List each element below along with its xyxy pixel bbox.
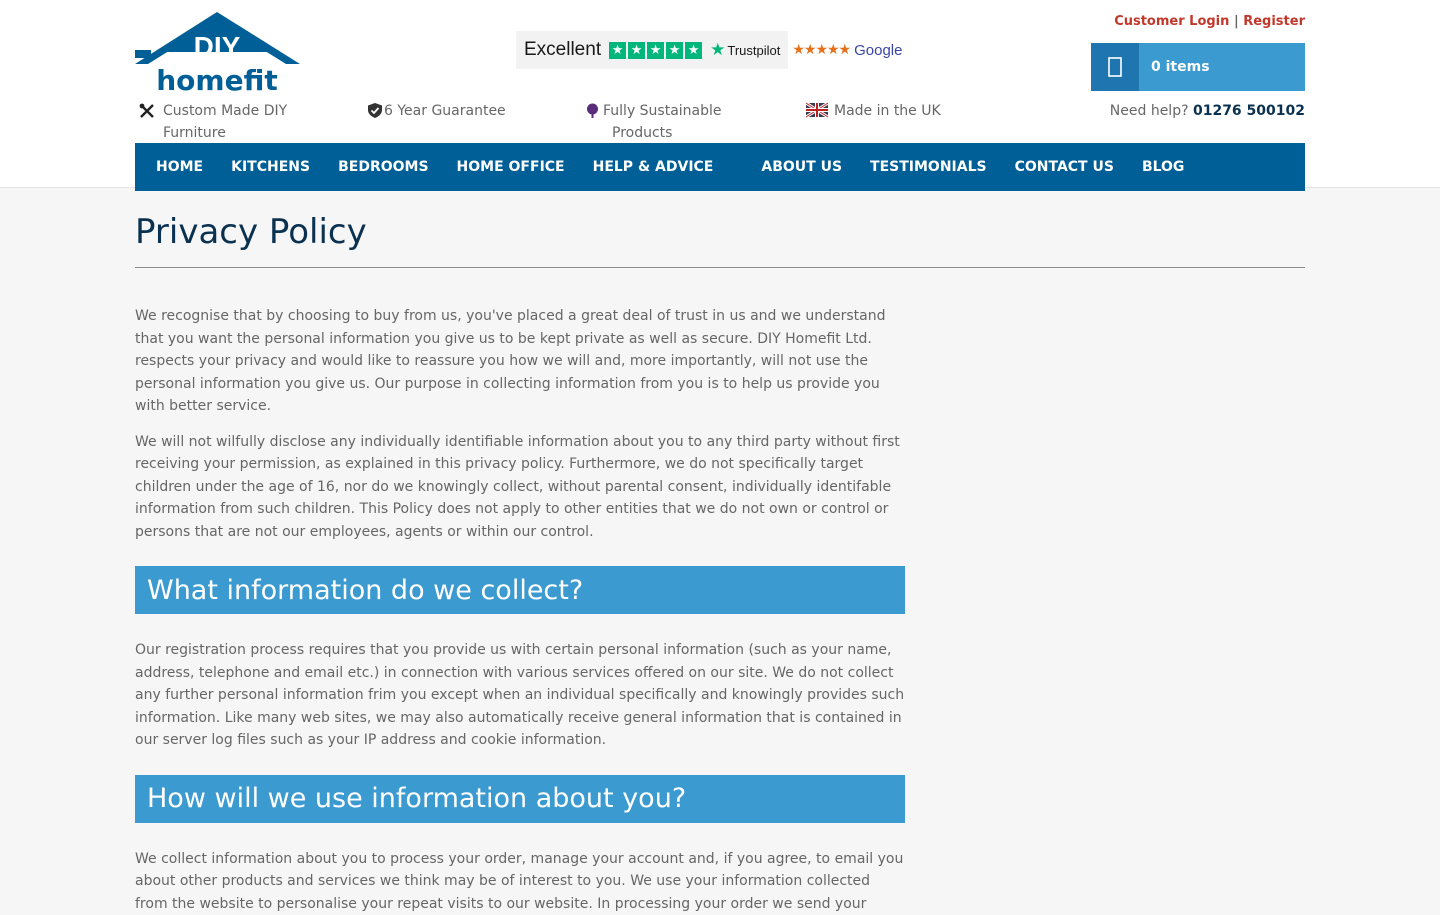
usp-sustainable: [585, 100, 722, 144]
account-links: [1114, 14, 1305, 29]
intro-paragraph: We will not wilfully disclose any individually identifiable information about you to any third party without first receiving your permission, as explained in this privacy policy. Furthermore, we do not specifically target children under the age of 16, nor do we knowingly collect, without parental consent, individually identifable information from such children. This Policy does not apply to other entities that we do not own or control or persons that are not our employees, agents or within our control.: [135, 431, 905, 544]
google-name: Google: [854, 42, 902, 59]
nav-help-advice[interactable]: HELP & ADVICE: [579, 159, 728, 175]
shield-check-icon: [367, 100, 382, 122]
star-icon: ★: [609, 42, 626, 59]
usp-line1: 6 Year Guarantee: [384, 100, 506, 122]
nav-contact-us[interactable]: CONTACT US: [1001, 159, 1128, 175]
trustpilot-name: Trustpilot: [727, 43, 780, 58]
section-paragraph: We collect information about you to process your order, manage your account and, if you agree, to email you about other products and services we think may be of interest to you. We use your information collected from the website to personalise your repeat visits to our website. In processing your order we send your: [135, 848, 905, 915]
trustpilot-score-label: Excellent: [524, 39, 601, 61]
cart-count: 0 items: [1151, 59, 1210, 75]
intro-paragraph: We recognise that by choosing to buy from us, you've placed a great deal of trust in us and we understand that you want the personal information you give us to be kept private as well as secure. DIY Homefit Ltd. respects your privacy and would like to reassure you how we will and, more importantly, will not use the personal information you give us. Our purpose in collecting information from you is to help us provide you with better service.: [135, 305, 905, 418]
nav-home-office[interactable]: HOME OFFICE: [443, 159, 579, 175]
usp-line1: Made in the UK: [834, 100, 941, 122]
usp-line1: Fully Sustainable: [603, 103, 722, 119]
section-paragraph: Our registration process requires that you provide us with certain personal information (such as your name, address, telephone and email etc.) in connection with various services offered on our site. We do not collect any further personal information frim you except when an individual specifically and knowingly provides such information. Like many web sites, we may also automatically receive general information that is contained in our server log files such as your IP address and cookie information.: [135, 639, 905, 752]
trustpilot-star-icon: ★: [710, 40, 725, 60]
usp-line1: Custom Made DIY: [163, 103, 287, 119]
nav-about-us[interactable]: ABOUT US: [747, 159, 856, 175]
star-icon: ★: [666, 42, 683, 59]
customer-login-link[interactable]: Customer Login: [1114, 14, 1229, 29]
policy-body: [135, 305, 905, 915]
page-title: Privacy Policy: [135, 210, 1305, 268]
help-phone: [1110, 100, 1305, 122]
logo-top-text: DIY: [194, 31, 241, 62]
google-stars-icon: ★★★★★: [792, 42, 850, 58]
nav-kitchens[interactable]: KITCHENS: [217, 159, 324, 175]
star-icon: ★: [685, 42, 702, 59]
nav-bedrooms[interactable]: BEDROOMS: [324, 159, 442, 175]
trustpilot-stars: [609, 42, 702, 59]
main-content: [135, 210, 1305, 915]
help-label: Need help?: [1110, 103, 1189, 119]
site-header: [0, 0, 1440, 188]
cart-icon: [1091, 43, 1139, 91]
usp-guarantee: [367, 100, 506, 122]
star-icon: ★: [628, 42, 645, 59]
tree-icon: [585, 100, 600, 144]
google-rating[interactable]: [792, 42, 902, 59]
trustpilot-widget[interactable]: [516, 31, 788, 69]
trustpilot-brand: [710, 40, 780, 60]
register-link[interactable]: Register: [1243, 14, 1305, 29]
main-nav: [135, 143, 1305, 191]
diy-homefit-logo[interactable]: [135, 12, 300, 94]
cart-button[interactable]: [1091, 43, 1305, 91]
nav-blog[interactable]: BLOG: [1128, 159, 1199, 175]
usp-line2: Furniture: [163, 125, 226, 141]
usp-line2: Products: [603, 125, 672, 141]
section-heading: What information do we collect?: [135, 566, 905, 614]
phone-number-link[interactable]: 01276 500102: [1193, 103, 1305, 119]
star-icon: ★: [647, 42, 664, 59]
section-heading: How will we use information about you?: [135, 775, 905, 823]
nav-testimonials[interactable]: TESTIMONIALS: [856, 159, 1001, 175]
account-separator: |: [1234, 14, 1239, 29]
nav-home[interactable]: HOME: [142, 159, 217, 175]
usp-custom-made: [137, 100, 287, 144]
usp-made-in-uk: [805, 100, 941, 122]
logo-bottom-text: homefit: [156, 64, 277, 97]
uk-flag-icon: [805, 100, 828, 122]
review-ratings[interactable]: [516, 31, 902, 69]
tools-icon: [137, 100, 157, 144]
